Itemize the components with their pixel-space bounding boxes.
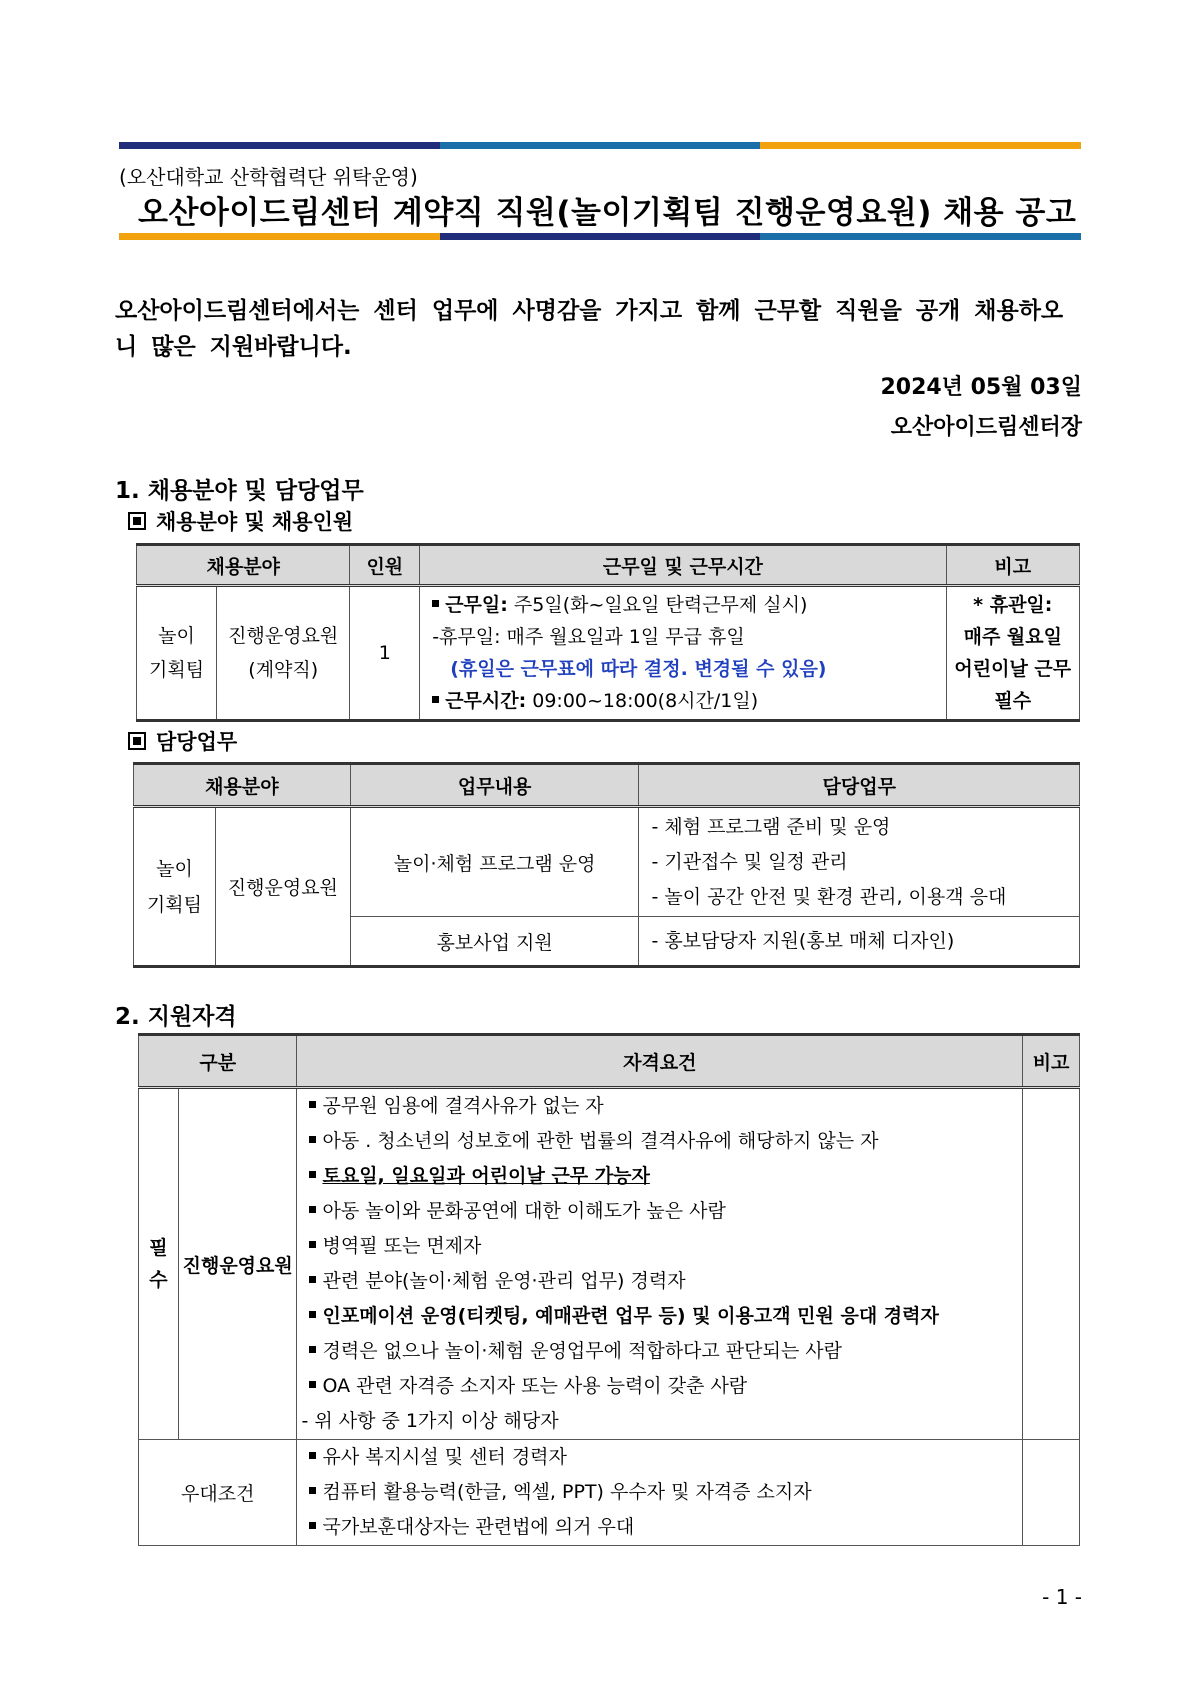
position-line: (계약직) bbox=[248, 659, 319, 681]
square-bullet-icon bbox=[432, 696, 439, 703]
org-line: (오산대학교 산학협력단 위탁운영) bbox=[119, 165, 418, 189]
requirement-footer: - 위 사항 중 1가지 이상 해당자 bbox=[301, 1410, 559, 1432]
requirement-item bbox=[309, 1159, 1022, 1194]
square-bullet-icon bbox=[309, 1101, 316, 1108]
box-bullet-icon bbox=[128, 512, 146, 530]
table-row bbox=[137, 586, 1080, 721]
section1-sub1 bbox=[128, 506, 353, 536]
signer: 오산아이드림센터장 bbox=[890, 415, 1082, 440]
requirement-text: 경력은 없으나 놀이·체험 운영업무에 적합하다고 판단되는 사람 bbox=[322, 1340, 842, 1362]
preference-text: 유사 복지시설 및 센터 경력자 bbox=[322, 1446, 567, 1468]
position-cell: 진행운영요원 bbox=[178, 1088, 297, 1440]
note-cell bbox=[946, 586, 1079, 721]
team-line: 놀이 bbox=[156, 857, 193, 880]
workday-label: 근무일: bbox=[445, 594, 508, 616]
note-line: 필수 bbox=[994, 690, 1032, 712]
bar-segment-blue bbox=[440, 142, 761, 149]
requirement-text: 공무원 임용에 결격사유가 없는 자 bbox=[322, 1095, 604, 1117]
team-line: 놀이 bbox=[158, 625, 195, 647]
requirements-cell bbox=[297, 1088, 1023, 1440]
hours-line bbox=[432, 685, 945, 717]
task-cell: 놀이·체험 프로그램 운영 bbox=[350, 807, 639, 917]
th-count: 인원 bbox=[350, 545, 420, 586]
sub1-label: 채용분야 및 채용인원 bbox=[156, 510, 354, 534]
section1-sub2 bbox=[128, 726, 237, 756]
workday-line bbox=[432, 589, 945, 621]
requirement-item bbox=[309, 1089, 1022, 1124]
position-cell bbox=[217, 586, 350, 721]
sub2-label: 담당업무 bbox=[156, 730, 238, 754]
team-cell bbox=[137, 586, 217, 721]
schedule-cell bbox=[420, 586, 946, 721]
th-schedule: 근무일 및 근무시간 bbox=[420, 545, 946, 586]
page-number: - 1 - bbox=[1042, 1585, 1082, 1609]
requirement-item bbox=[309, 1229, 1022, 1264]
announce-date: 2024년 05월 03일 bbox=[880, 375, 1082, 400]
requirement-text: 아동 . 청소년의 성보호에 관한 법률의 결격사유에 해당하지 않는 자 bbox=[322, 1130, 879, 1152]
square-bullet-icon bbox=[309, 1206, 316, 1213]
square-bullet-icon bbox=[309, 1171, 316, 1178]
bar-segment-navy bbox=[119, 142, 440, 149]
square-bullet-icon bbox=[309, 1311, 316, 1318]
th-field: 채용분야 bbox=[137, 545, 350, 586]
requirement-item bbox=[309, 1334, 1022, 1369]
table-header-row bbox=[134, 764, 1080, 807]
table-header-row bbox=[137, 545, 1080, 586]
square-bullet-icon bbox=[309, 1381, 316, 1388]
holiday-line: -휴무일: 매주 월요일과 1일 무급 휴일 bbox=[432, 626, 745, 648]
square-bullet-icon bbox=[432, 600, 439, 607]
required-char: 필 bbox=[149, 1237, 168, 1259]
requirement-item bbox=[309, 1124, 1022, 1159]
requirement-text: 토요일, 일요일과 어린이날 근무 가능자 bbox=[322, 1165, 650, 1187]
note-cell bbox=[1023, 1440, 1080, 1546]
table-row bbox=[139, 1440, 1080, 1546]
requirement-item bbox=[309, 1299, 1022, 1334]
qualification-table bbox=[138, 1033, 1080, 1546]
pref-label-cell: 우대조건 bbox=[139, 1440, 297, 1546]
duty-item: - 체험 프로그램 준비 및 운영 bbox=[651, 815, 891, 838]
section2-heading: 2. 지원자격 bbox=[115, 1004, 237, 1030]
duty-item: - 놀이 공간 안전 및 환경 관리, 이용객 응대 bbox=[651, 885, 1007, 908]
holiday-note: (휴일은 근무표에 따라 결정. 변경될 수 있음) bbox=[450, 658, 827, 680]
table-header-row bbox=[139, 1035, 1080, 1088]
team-line: 기획팀 bbox=[148, 659, 205, 681]
note-cell bbox=[1023, 1088, 1080, 1440]
requirement-text: 인포메이션 운영(티켓팅, 예매관련 업무 등) 및 이용고객 민원 응대 경력자 bbox=[322, 1305, 939, 1327]
th-category: 구분 bbox=[139, 1035, 297, 1088]
header-top-bar bbox=[119, 142, 1081, 149]
requirement-text: 병역필 또는 면제자 bbox=[322, 1235, 482, 1257]
preference-text: 국가보훈대상자는 관련법에 의거 우대 bbox=[322, 1516, 635, 1538]
preference-text: 컴퓨터 활용능력(한글, 엑셀, PPT) 우수자 및 자격증 소지자 bbox=[322, 1481, 812, 1503]
th-note: 비고 bbox=[1023, 1035, 1080, 1088]
bar-segment-orange bbox=[760, 142, 1081, 149]
square-bullet-icon bbox=[309, 1136, 316, 1143]
th-duty: 담당업무 bbox=[639, 764, 1080, 807]
requirement-text: OA 관련 자격증 소지자 또는 사용 능력이 갖춘 사람 bbox=[322, 1375, 748, 1397]
note-line: * 휴관일: bbox=[973, 594, 1053, 616]
preferences-cell bbox=[297, 1440, 1023, 1546]
page-title: 오산아이드림센터 계약직 직원(놀이기획팀 진행운영요원) 채용 공고 bbox=[138, 195, 1077, 231]
th-note: 비고 bbox=[946, 545, 1079, 586]
duties-table bbox=[133, 762, 1080, 968]
note-line: 어린이날 근무 bbox=[954, 658, 1072, 680]
team-cell bbox=[134, 807, 216, 967]
duty-cell: - 홍보담당자 지원(홍보 매체 디자인) bbox=[639, 917, 1080, 967]
table-row bbox=[134, 807, 1080, 917]
square-bullet-icon bbox=[309, 1346, 316, 1353]
requirement-item bbox=[309, 1194, 1022, 1229]
duty-cell bbox=[639, 807, 1080, 917]
note-line: 매주 월요일 bbox=[963, 626, 1062, 648]
section1-heading: 1. 채용분야 및 담당업무 bbox=[115, 478, 364, 504]
table-row bbox=[139, 1088, 1080, 1440]
workday-value: 주5일(화~일요일 탄력근무제 실시) bbox=[507, 594, 808, 616]
square-bullet-icon bbox=[309, 1452, 316, 1459]
position-line: 진행운영요원 bbox=[228, 625, 339, 647]
header-bottom-bar bbox=[119, 233, 1081, 240]
bar-segment-orange bbox=[119, 233, 440, 240]
square-bullet-icon bbox=[309, 1487, 316, 1494]
preference-item bbox=[309, 1440, 1022, 1475]
square-bullet-icon bbox=[309, 1276, 316, 1283]
hours-label: 근무시간: bbox=[445, 690, 527, 712]
intro-text: 오산아이드림센터에서는 센터 업무에 사명감을 가지고 함께 근무할 직원을 공개 채용하오니 많은 지원바랍니다. bbox=[115, 298, 1064, 360]
bar-segment-navy bbox=[440, 233, 761, 240]
square-bullet-icon bbox=[309, 1522, 316, 1529]
hours-value: 09:00~18:00(8시간/1일) bbox=[526, 690, 759, 712]
th-requirement: 자격요건 bbox=[297, 1035, 1023, 1088]
team-line: 기획팀 bbox=[146, 893, 202, 916]
th-field: 채용분야 bbox=[134, 764, 351, 807]
requirement-item bbox=[309, 1264, 1022, 1299]
duty-item: - 기관접수 및 일정 관리 bbox=[651, 850, 848, 873]
preference-item bbox=[309, 1475, 1022, 1510]
task-cell: 홍보사업 지원 bbox=[350, 917, 639, 967]
requirement-text: 관련 분야(놀이·체험 운영·관리 업무) 경력자 bbox=[322, 1270, 686, 1292]
requirement-text: 아동 놀이와 문화공연에 대한 이해도가 높은 사람 bbox=[322, 1200, 726, 1222]
required-char: 수 bbox=[149, 1269, 168, 1291]
count-cell: 1 bbox=[350, 586, 420, 721]
recruit-table bbox=[136, 543, 1080, 722]
th-task: 업무내용 bbox=[350, 764, 639, 807]
requirement-item bbox=[309, 1369, 1022, 1404]
square-bullet-icon bbox=[309, 1241, 316, 1248]
bar-segment-blue bbox=[760, 233, 1081, 240]
position-cell: 진행운영요원 bbox=[215, 807, 350, 967]
required-label-cell bbox=[139, 1088, 179, 1440]
box-bullet-icon bbox=[128, 732, 146, 750]
preference-item bbox=[309, 1510, 1022, 1545]
